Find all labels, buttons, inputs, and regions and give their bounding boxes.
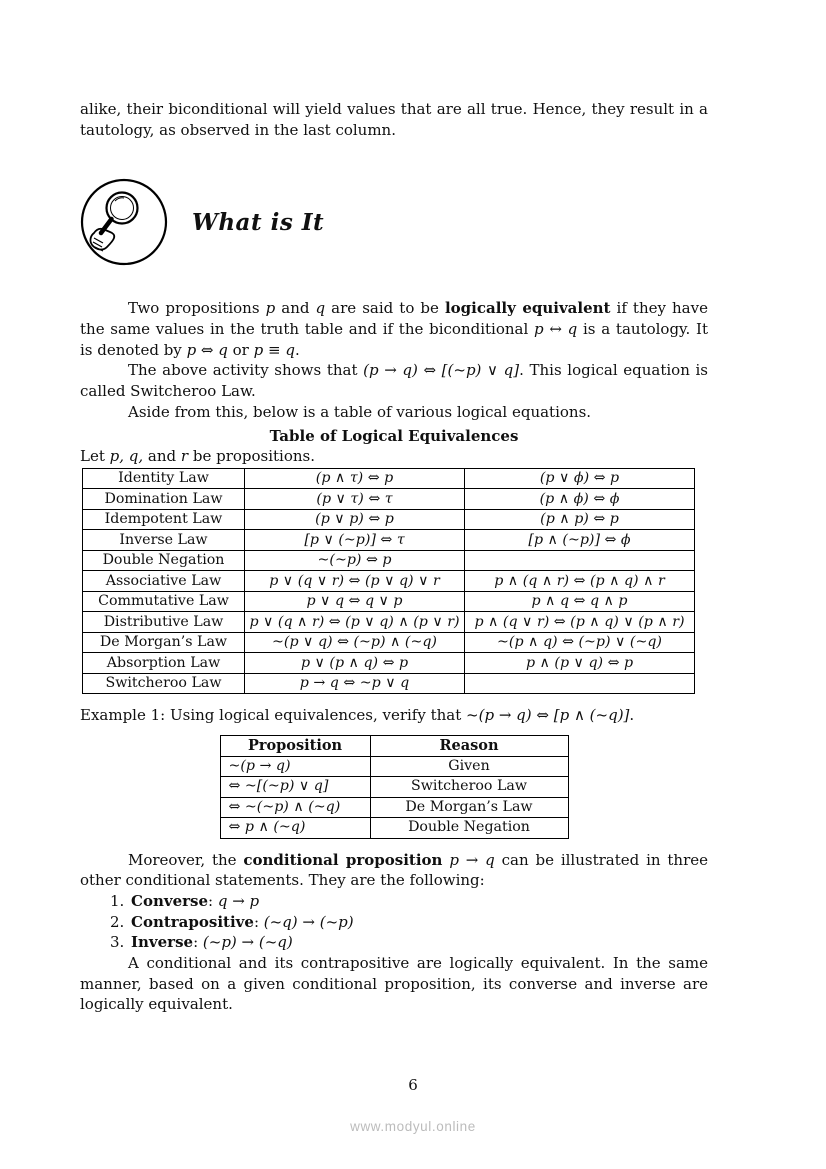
- section-title: What is It: [192, 208, 325, 236]
- text-segment: . This logical equation is called Switcheroo Law.: [80, 361, 708, 401]
- equivalence-cell: [p ∧ (~p)] ⇔ ϕ: [465, 530, 695, 551]
- definition-paragraph: [80, 298, 708, 360]
- math-converse: q → p: [217, 891, 260, 910]
- table-row: [83, 571, 695, 592]
- table-row: [83, 489, 695, 510]
- equivalence-table-title: Table of Logical Equivalences: [269, 426, 519, 445]
- table-row: [83, 550, 695, 571]
- text-segment: The above activity shows that: [128, 361, 364, 380]
- term-inverse: Inverse: [131, 933, 194, 952]
- equivalence-cell: (p ∨ p) ⇔ p: [245, 509, 465, 530]
- table-row: [220, 777, 568, 798]
- text-segment: Let: [80, 447, 110, 466]
- text-segment: :: [208, 891, 218, 910]
- reason-header: Reason: [370, 736, 568, 757]
- math-biconditional: p ↔ q: [534, 320, 578, 339]
- math-contrapositive: (~q) → (~p): [263, 912, 354, 931]
- math-identity-notation: p ≡ q: [253, 340, 295, 359]
- equivalence-cell: ~(~p) ⇔ p: [245, 550, 465, 571]
- math-pq: p, q,: [109, 447, 144, 466]
- equivalence-cell: (p ∧ τ) ⇔ p: [245, 468, 465, 489]
- text-segment: :: [253, 912, 264, 931]
- list-number: 3.: [110, 933, 125, 952]
- moreover-paragraph: [80, 850, 708, 891]
- table-header-row: [220, 736, 568, 757]
- equivalence-cell: p ∧ q ⇔ q ∧ p: [465, 591, 695, 612]
- proposition-cell: ⇔ ~(~p) ∧ (~q): [220, 797, 370, 818]
- proposition-cell: ~(p → q): [220, 756, 370, 777]
- law-name-cell: Double Negation: [83, 550, 245, 571]
- proof-table: [220, 735, 569, 839]
- law-name-cell: Distributive Law: [83, 612, 245, 633]
- law-name-cell: Commutative Law: [83, 591, 245, 612]
- law-name-cell: Switcheroo Law: [83, 673, 245, 694]
- table-row: [83, 509, 695, 530]
- table-row: [83, 632, 695, 653]
- equivalence-cell: (p ∨ τ) ⇔ τ: [245, 489, 465, 510]
- list-item: [110, 912, 708, 933]
- table-row: [220, 797, 568, 818]
- text-segment: can be illustrated in three other conditional statements. They are the following:: [80, 850, 709, 890]
- equivalence-cell: p ∧ (q ∧ r) ⇔ (p ∧ q) ∧ r: [465, 571, 695, 592]
- logical-equivalences-table: [82, 468, 695, 695]
- reason-cell: Switcheroo Law: [370, 777, 568, 798]
- law-name-cell: Idempotent Law: [83, 509, 245, 530]
- equivalence-cell: [465, 673, 695, 694]
- activity-paragraph: [80, 360, 708, 401]
- list-item: [110, 891, 708, 912]
- list-number: 2.: [110, 912, 125, 931]
- list-number: 1.: [110, 891, 125, 910]
- math-conditional: p → q: [449, 850, 495, 869]
- math-example-claim: ~(p → q) ⇔ [p ∧ (~q)]: [466, 706, 630, 725]
- equivalence-cell: [p ∨ (~p)] ⇔ τ: [245, 530, 465, 551]
- table-row: [83, 468, 695, 489]
- equivalence-cell: ~(p ∧ q) ⇔ (~p) ∨ (~q): [465, 632, 695, 653]
- list-item: [110, 932, 708, 953]
- table-row: [220, 818, 568, 839]
- proposition-cell: ⇔ ~[(~p) ∨ q]: [220, 777, 370, 798]
- equivalence-cell: p ∧ (p ∨ q) ⇔ p: [465, 653, 695, 674]
- equivalence-cell: p ∨ q ⇔ q ∨ p: [245, 591, 465, 612]
- page-number: 6: [408, 1076, 418, 1094]
- math-equivalence-notation: p ⇔ q: [186, 340, 228, 359]
- math-r: r: [180, 447, 189, 466]
- text-segment: Example 1: Using logical equivalences, verify that: [80, 706, 467, 725]
- text-segment: :: [193, 933, 203, 952]
- law-name-cell: Inverse Law: [83, 530, 245, 551]
- aside-paragraph: Aside from this, below is a table of various logical equations.: [128, 402, 592, 421]
- reason-cell: Double Negation: [370, 818, 568, 839]
- math-q: q: [315, 299, 326, 318]
- proposition-cell: ⇔ p ∧ (~q): [220, 818, 370, 839]
- reason-cell: De Morgan’s Law: [370, 797, 568, 818]
- equivalence-cell: p ∧ (q ∨ r) ⇔ (p ∧ q) ∨ (p ∧ r): [465, 612, 695, 633]
- let-propositions-line: [80, 446, 708, 467]
- text-segment: or: [227, 340, 254, 359]
- conditional-statements-list: [80, 891, 708, 953]
- equivalence-cell: p ∨ (p ∧ q) ⇔ p: [245, 653, 465, 674]
- intro-paragraph: alike, their biconditional will yield values that are all true. Hence, they result in a tautology, as observed in the last column.: [80, 100, 708, 139]
- math-p: p: [265, 299, 276, 318]
- law-name-cell: Associative Law: [83, 571, 245, 592]
- proposition-header: Proposition: [220, 736, 370, 757]
- example-line: [80, 705, 708, 726]
- magnifier-hand-icon: [80, 178, 168, 266]
- equivalence-cell: p ∨ (q ∨ r) ⇔ (p ∨ q) ∨ r: [245, 571, 465, 592]
- text-segment: is a tautology. It is denoted by: [80, 320, 708, 359]
- equivalence-cell: p ∨ (q ∧ r) ⇔ (p ∨ q) ∧ (p ∨ r): [245, 612, 465, 633]
- table-row: [83, 591, 695, 612]
- text-segment: and: [275, 299, 316, 318]
- text-segment: Two propositions: [128, 299, 266, 318]
- math-inverse: (~p) → (~q): [202, 933, 293, 952]
- section-header: [80, 178, 708, 266]
- equivalence-cell: p → q ⇔ ~p ∨ q: [245, 673, 465, 694]
- text-segment: Moreover, the: [128, 850, 244, 869]
- closing-paragraph: A conditional and its contrapositive are logically equivalent. In the same manner, based on a given conditional proposition, its converse and inverse are logically equivalent.: [80, 954, 708, 1014]
- text-segment: and: [143, 447, 181, 466]
- equivalence-cell: (p ∨ ϕ) ⇔ p: [465, 468, 695, 489]
- term-logically-equivalent: logically equivalent: [444, 299, 611, 318]
- reason-cell: Given: [370, 756, 568, 777]
- law-name-cell: Identity Law: [83, 468, 245, 489]
- table-row: [83, 673, 695, 694]
- table-row: [220, 756, 568, 777]
- math-switcheroo: (p → q) ⇔ [(~p) ∨ q]: [363, 361, 520, 380]
- equivalence-cell: ~(p ∨ q) ⇔ (~p) ∧ (~q): [245, 632, 465, 653]
- law-name-cell: De Morgan’s Law: [83, 632, 245, 653]
- term-converse: Converse: [131, 891, 208, 910]
- table-row: [83, 530, 695, 551]
- term-contrapositive: Contrapositive: [131, 912, 254, 931]
- text-segment: be propositions.: [188, 447, 316, 466]
- law-name-cell: Domination Law: [83, 489, 245, 510]
- text-segment: are said to be: [325, 299, 445, 318]
- equivalence-cell: [465, 550, 695, 571]
- text-segment: .: [294, 340, 300, 359]
- text-segment: if they have the same values in the truth table and if the biconditional: [80, 299, 708, 339]
- equivalence-cell: (p ∧ p) ⇔ p: [465, 509, 695, 530]
- watermark: www.modyul.online: [350, 1119, 476, 1134]
- term-conditional-proposition: conditional proposition: [243, 850, 443, 869]
- text-segment: .: [629, 706, 635, 725]
- table-row: [83, 653, 695, 674]
- table-row: [83, 612, 695, 633]
- law-name-cell: Absorption Law: [83, 653, 245, 674]
- equivalence-cell: (p ∧ ϕ) ⇔ ϕ: [465, 489, 695, 510]
